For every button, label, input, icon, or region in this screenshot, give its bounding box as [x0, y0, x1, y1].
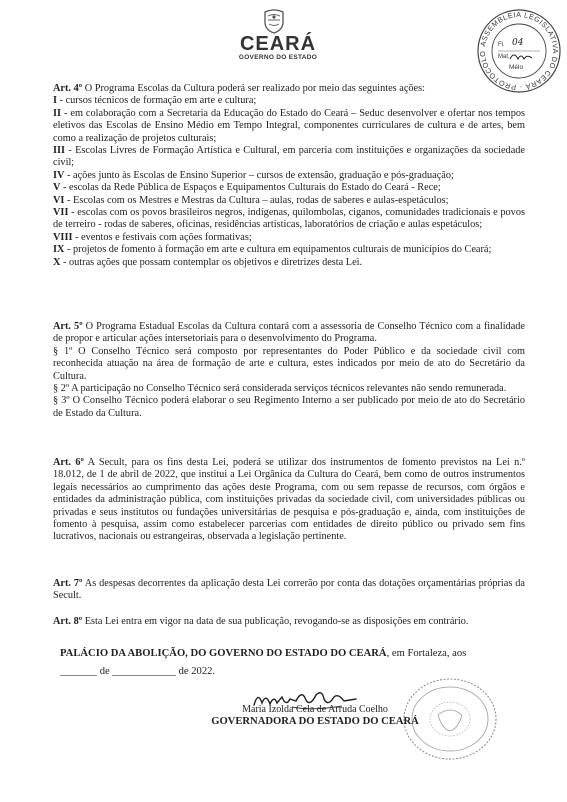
closing-statement	[60, 647, 530, 678]
article-7-text: As despesas decorrentes da aplicação desta Lei correrão por conta das dotações orçamentárias próprias da Secult.	[53, 578, 525, 602]
date-blank-month: ____________	[112, 666, 176, 677]
stamp-fl-value: 04	[512, 38, 524, 48]
article-5-label: Art. 5º	[53, 321, 83, 332]
item-numeral: IV	[53, 169, 65, 181]
palace-name: PALÁCIO DA ABOLIÇÃO, DO GOVERNO DO ESTADO DO CEARÁ	[60, 648, 387, 659]
item-text: - em colaboração com a Secretaria da Educação do Estado do Ceará – Seduc desenvolver e ofertar nos tempos eletivos das Escolas de Ensino Médio em Tempo Integral, componentes curriculares de cultura e de artes, bem como a realização de projetos culturais;	[53, 107, 525, 144]
closing-city: , em Fortaleza, aos	[386, 648, 467, 659]
article-5-paragraph-1: § 1º O Conselho Técnico será composto por representantes do Poder Público e da sociedade civil com reconhecida atuação na área de formação de arte e cultura, estes indicados por meio de ato do Secretário da Cultura.	[53, 345, 525, 382]
brand-subtitle: GOVERNO DO ESTADO	[238, 54, 318, 61]
article-4-item	[53, 207, 525, 232]
date-connector: de	[97, 666, 113, 677]
article-5	[53, 321, 525, 420]
article-4-item	[53, 95, 525, 107]
item-text: - escolas da Rede Pública de Espaços e Equipamentos Culturais do Estado do Ceará - Rece;	[60, 182, 441, 194]
item-numeral: VIII	[53, 231, 73, 243]
article-4-item	[53, 108, 525, 145]
stamp-mat-label: Mat.	[498, 54, 510, 60]
signer-title: GOVERNADORA DO ESTADO DO CEARÁ	[211, 716, 419, 727]
article-5-intro: O Programa Estadual Escolas da Cultura contará com a assessoria de Conselho Técnico com a finalidade de propor e articular ações intersetoriais para o desenvolvimento do Programa.	[53, 321, 525, 345]
signer-block	[205, 704, 425, 728]
article-4-item	[53, 232, 525, 244]
stamp-mat-value: Mélo	[509, 64, 524, 71]
item-text: - cursos técnicos de formação em arte e cultura;	[57, 95, 257, 107]
article-4-item	[53, 145, 525, 170]
item-numeral: V	[53, 182, 61, 194]
item-text: - outras ações que possam contemplar os objetivos e diretrizes desta Lei.	[60, 256, 363, 268]
article-4	[53, 83, 525, 269]
article-6	[53, 457, 525, 544]
item-text: - Escolas com os Mestres e Mestras da Cultura – aulas, rodas de saberes e aulas-espetáculos;	[64, 194, 449, 206]
protocol-stamp	[476, 8, 562, 94]
item-numeral: VI	[53, 194, 65, 206]
article-4-item	[53, 195, 525, 207]
item-numeral: VII	[53, 207, 69, 219]
stamp-fl-label: Fl.	[498, 42, 505, 48]
item-text: - escolas com os povos brasileiros negros, indígenas, quilombolas, ciganos, comunidades tradicionais e povos de terreiro - rodas de saberes, oficinas, residências artísticas, laboratórios de criação e aulas espetáculos;	[53, 207, 525, 231]
article-6-text: A Secult, para os fins desta Lei, poderá se utilizar dos instrumentos de fomento previstos na Lei n.º 18.012, de 1 de abril de 2022, que institui a Lei Orgânica da Cultura do Ceará, bem como de outros instrumentos legais necessários ao cumprimento das ações deste Programa, com ou sem repasse de recursos, com órgãos e entidades da administração pública, com instituições privadas da sociedade civil, com universidades públicas ou privadas e seus institutos ou fundações universitárias de pesquisa e pós-graduação e, ainda, com instituições de fomento à pesquisa, assim como estabelecer parcerias com entidades de direito público ou privado sem fins lucrativos, nacionais ou estrangeiras, observada a legislação pertinente.	[53, 457, 525, 543]
article-6-label: Art. 6º	[53, 457, 84, 468]
item-numeral: II	[53, 107, 62, 119]
date-blank-day: _______	[60, 666, 98, 677]
item-text: - Escolas Livres de Formação Artística e Cultural, em parceria com instituições e organizações da sociedade civil;	[53, 145, 525, 169]
article-8-label: Art. 8º	[53, 616, 83, 627]
item-numeral: III	[53, 145, 66, 157]
stamp-ring-text: ASSEMBLEIA LEGISLATIVA DO CEARÁ · PROTOCOLO	[477, 9, 561, 93]
article-5-paragraph-2: § 2º A participação no Conselho Técnico será considerada serviços técnicos relevantes não sendo remunerada.	[53, 383, 507, 395]
article-4-item	[53, 182, 525, 194]
article-4-item	[53, 257, 525, 269]
item-numeral: IX	[53, 244, 65, 256]
article-4-label: Art. 4º	[53, 83, 83, 94]
article-7	[53, 578, 525, 603]
item-numeral: X	[53, 256, 61, 268]
article-4-item	[53, 170, 525, 182]
article-8-text: Esta Lei entra em vigor na data de sua publicação, revogando-se as disposições em contrário.	[82, 616, 469, 627]
item-numeral: I	[53, 95, 58, 107]
state-crest-icon	[262, 8, 286, 34]
date-year: de 2022.	[175, 666, 216, 677]
article-5-paragraph-3: § 3º O Conselho Técnico poderá elaborar o seu Regimento Interno a ser publicado por meio de ato do Secretário de Estado da Cultura.	[53, 395, 525, 419]
item-text: - eventos e festivais com ações formativas;	[72, 231, 252, 243]
brand-logo	[228, 34, 328, 61]
item-text: - projetos de fomento à formação em arte e cultura em equipamentos culturais de municípios do Ceará;	[64, 244, 492, 256]
article-8	[53, 616, 525, 628]
brand-name: CEARÁ	[239, 33, 317, 55]
article-7-label: Art. 7º	[53, 578, 83, 589]
article-4-intro: O Programa Escolas da Cultura poderá ser realizado por meio das seguintes ações:	[82, 83, 425, 94]
article-4-item	[53, 244, 525, 256]
item-text: - ações junto às Escolas de Ensino Superior – cursos de extensão, graduação e pós-graduação;	[64, 169, 454, 181]
article-4-items	[53, 95, 525, 269]
signer-name: Maria Izolda Cela de Arruda Coelho	[242, 704, 388, 715]
